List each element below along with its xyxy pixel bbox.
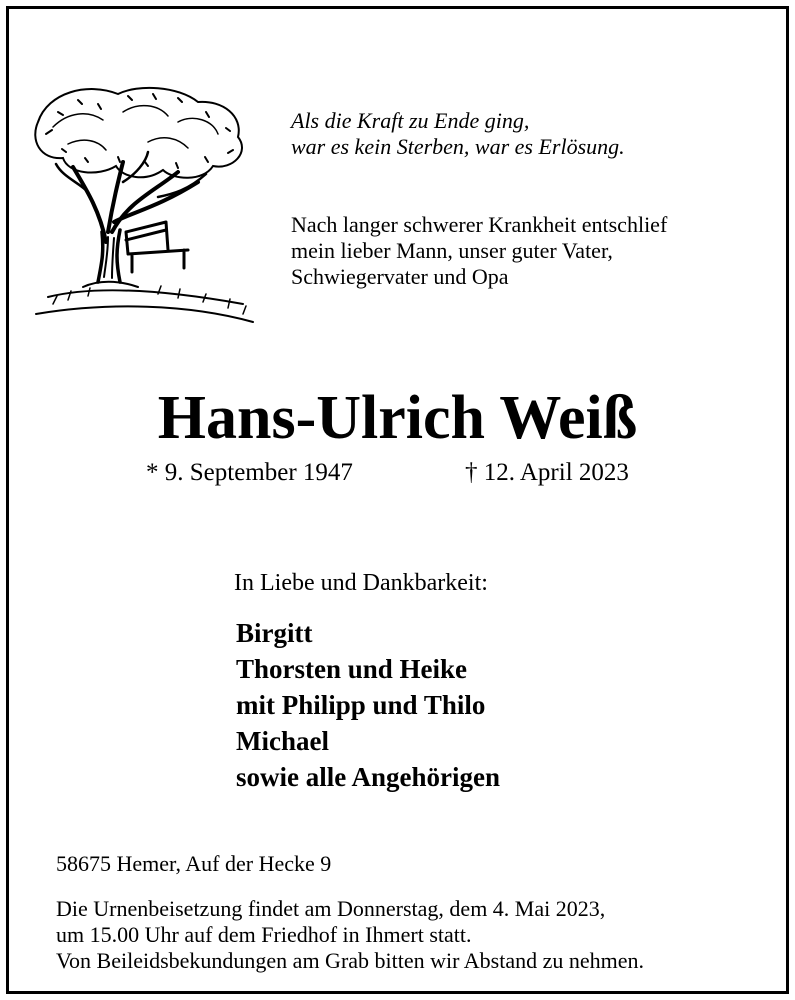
family-address: 58675 Hemer, Auf der Hecke 9 [56,851,332,876]
death-announcement [291,212,667,290]
mourners-heading: In Liebe und Dankbarkeit: [234,570,488,596]
deceased-name: Hans-Ulrich Weiß [157,384,638,452]
quote-line: war es kein Sterben, war es Erlösung. [291,134,625,159]
mourner-name: mit Philipp und Thilo [236,690,486,720]
mourner-name: Thorsten und Heike [236,654,468,684]
funeral-service-info [56,896,644,974]
tree-with-bench-icon [28,82,258,332]
service-line: Die Urnenbeisetzung findet am Donnerstag, dem 4. Mai 2023, [56,896,606,921]
birth-date: * 9. September 1947 [146,459,353,486]
mourner-name: sowie alle Angehörigen [236,762,500,792]
mourner-name: Michael [236,726,329,756]
mourner-name: Birgitt [236,618,313,648]
death-date: † 12. April 2023 [465,459,629,486]
mourners-list [236,615,500,795]
quote-line: Als die Kraft zu Ende ging, [291,108,530,133]
service-line: um 15.00 Uhr auf dem Friedhof in Ihmert statt. [56,922,472,947]
announcement-line: mein lieber Mann, unser guter Vater, [291,238,613,263]
announcement-line: Nach langer schwerer Krankheit entschlief [291,212,668,237]
announcement-line: Schwiegervater und Opa [291,264,509,289]
memorial-quote [291,108,625,160]
service-line: Von Beileidsbekundungen am Grab bitten wir Abstand zu nehmen. [56,948,644,973]
